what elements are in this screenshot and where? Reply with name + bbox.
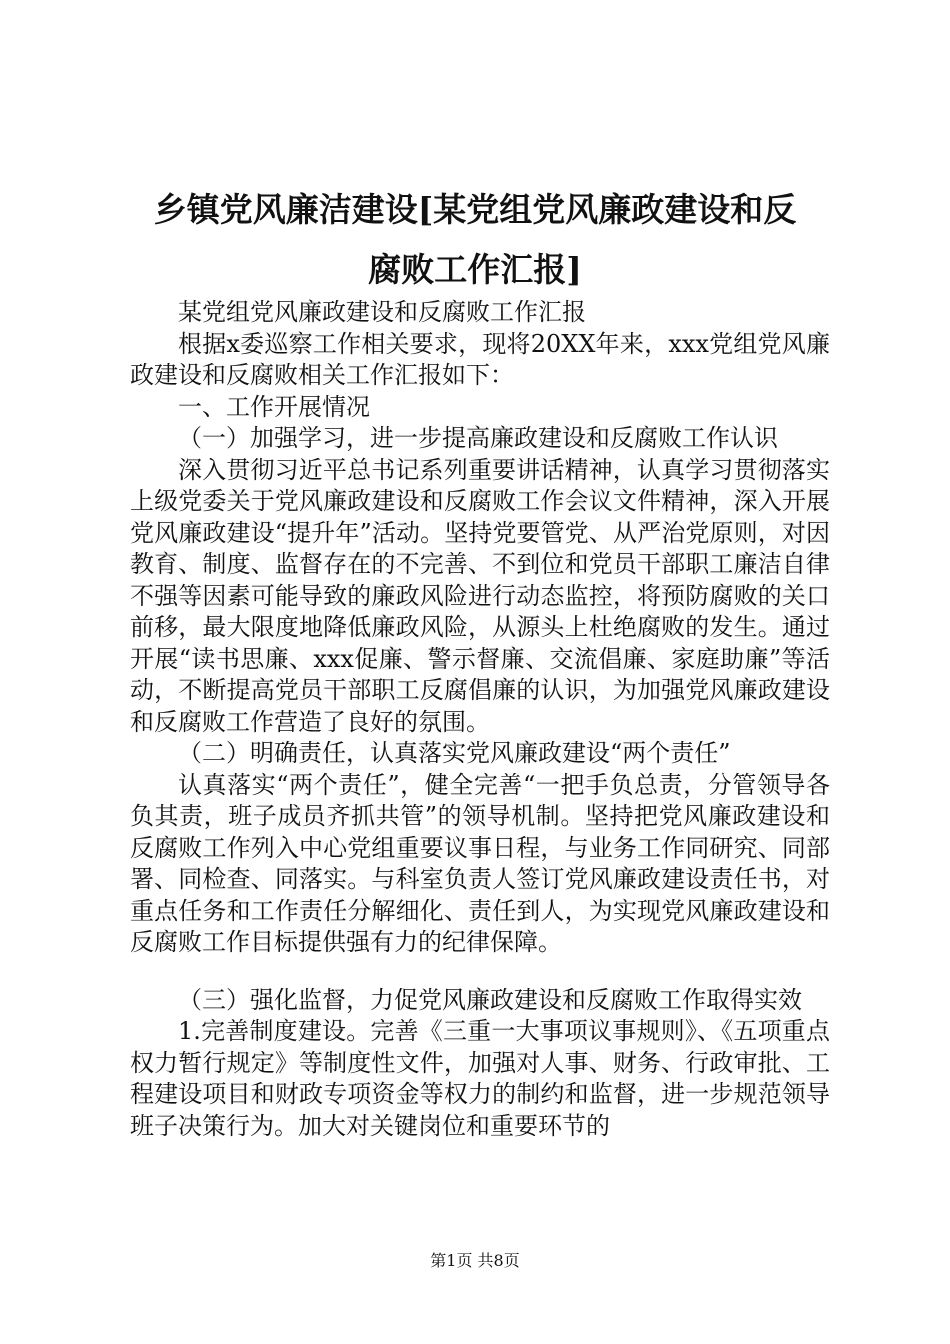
document-body	[130, 297, 830, 1142]
paragraph-responsibility: 认真落实“两个责任”，健全完善“一把手负总责，分管领导各负其责，班子成员齐抓共管”的领导机制。坚持把党风廉政建设和反腐败工作列入中心党组重要议事日程，与业务工作同研究、同部署、同检查、同落实。与科室负责人签订党风廉政建设责任书，对重点任务和工作责任分解细化、责任到人，为实现党风廉政建设和反腐败工作目标提供强有力的纪律保障。	[130, 770, 830, 956]
paragraph-system-building: 1.完善制度建设。完善《三重一大事项议事规则》、《五项重点权力暂行规定》等制度性文件，加强对人事、财务、行政审批、工程建设项目和财政专项资金等权力的制约和监督，进一步规范领导班子决策行为。加大对关键岗位和重要环节的	[130, 1017, 830, 1140]
section-heading-1: 一、工作开展情况	[178, 392, 370, 421]
paragraph-intro: 根据x委巡察工作相关要求，现将20XX年来，xxx党组党风廉政建设和反腐败相关工作汇报如下：	[130, 329, 830, 389]
paragraph-study: 深入贯彻习近平总书记系列重要讲话精神，认真学习贯彻落实上级党委关于党风廉政建设和反腐败工作会议文件精神，深入开展党风廉政建设“提升年”活动。坚持党要管党、从严治党原则，对因教育、制度、监督存在的不完善、不到位和党员干部职工廉洁自律不强等因素可能导致的廉政风险进行动态监控，将预防腐败的关口前移，最大限度地降低廉政风险，从源头上杜绝腐败的发生。通过开展“读书思廉、xxx促廉、警示督廉、交流倡廉、家庭助廉”等活动，不断提高党员干部职工反腐倡廉的认识，为加强党风廉政建设和反腐败工作营造了良好的氛围。	[130, 455, 830, 736]
document-title	[100, 180, 850, 300]
subsection-heading-1: （一）加强学习，进一步提高廉政建设和反腐败工作认识	[178, 424, 778, 452]
title-line-1: 乡镇党风廉洁建设[某党组党风廉政建设和反	[153, 190, 797, 229]
paragraph-subtitle: 某党组党风廉政建设和反腐败工作汇报	[178, 298, 586, 326]
page-footer: 第1页 共8页	[430, 1251, 520, 1270]
subsection-heading-3: （三）强化监督，力促党风廉政建设和反腐败工作取得实效	[178, 985, 802, 1014]
subsection-heading-2: （二）明确责任，认真落实党风廉政建设“两个责任”	[178, 739, 731, 767]
title-line-2: 腐败工作汇报]	[368, 250, 582, 289]
